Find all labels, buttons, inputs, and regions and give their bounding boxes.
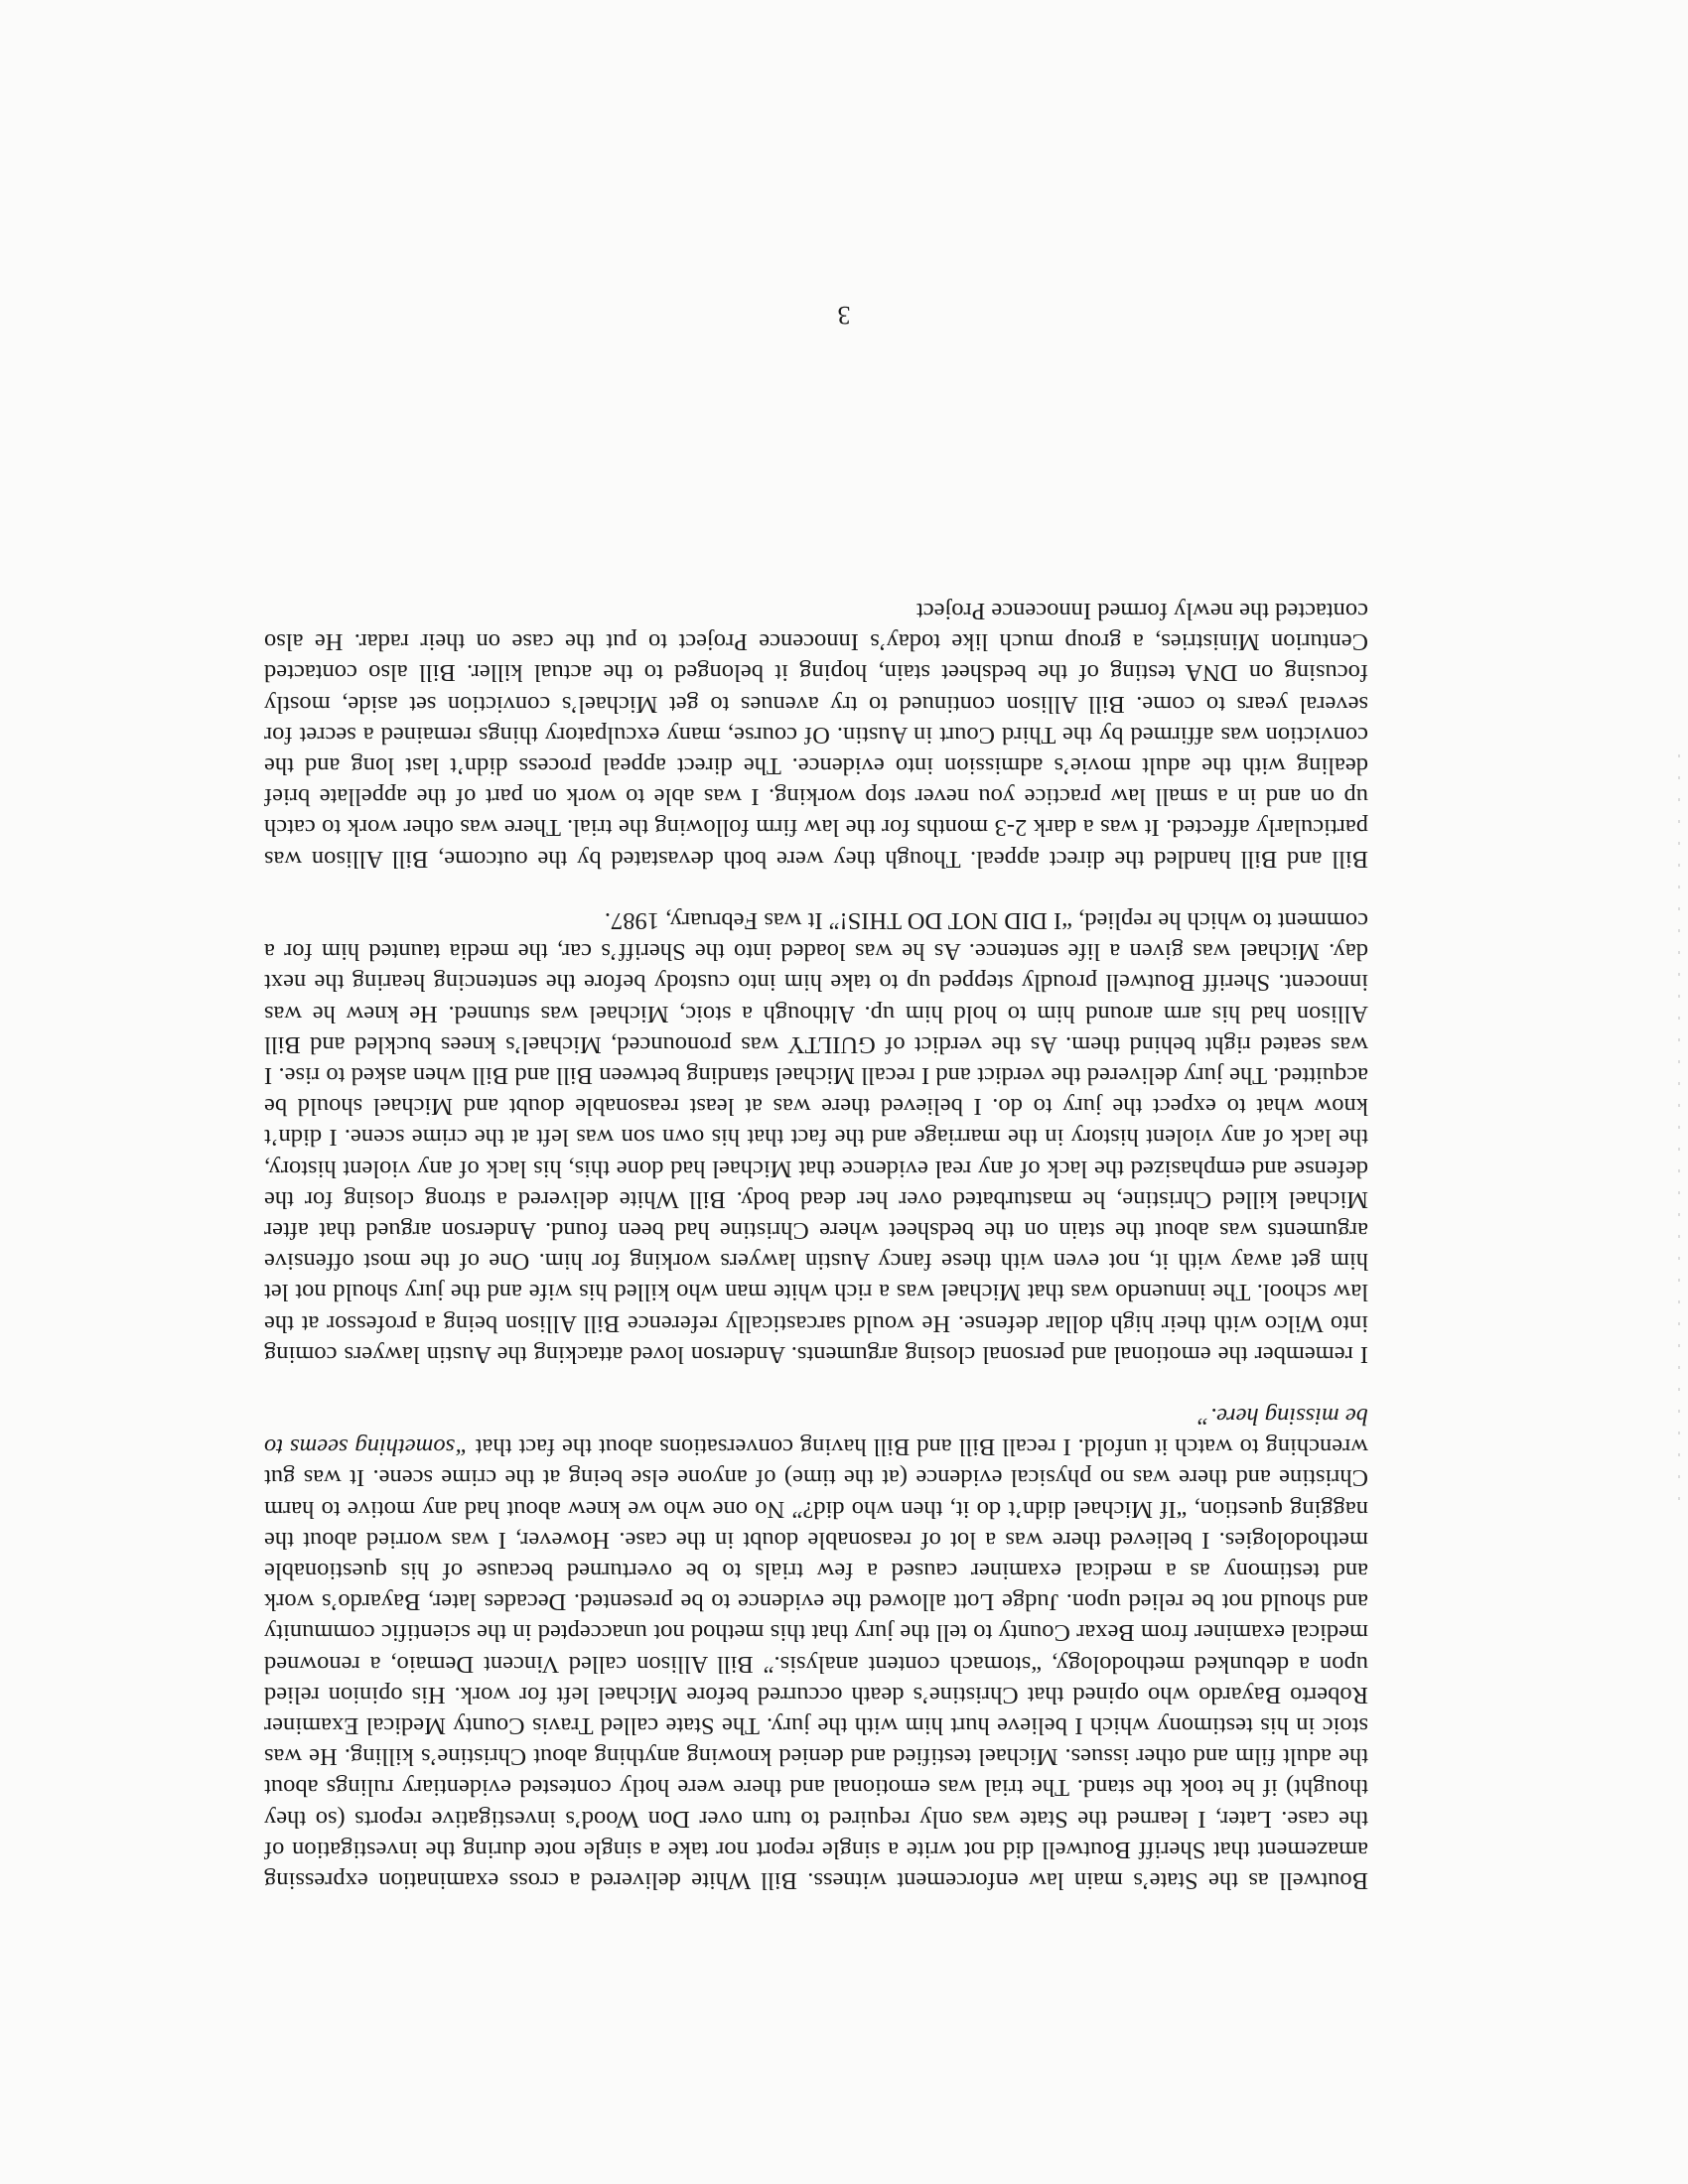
paragraph-1-emphasis: “something seems to be missing here.” xyxy=(264,1402,1368,1461)
page-body xyxy=(264,565,1368,1896)
paragraph-1 xyxy=(264,1401,1368,1896)
scan-edge-mark xyxy=(1678,754,1680,1509)
paragraph-2 xyxy=(264,905,1368,1370)
page-number: 3 xyxy=(837,301,851,330)
paragraph-3-text: Bill and Bill handled the direct appeal. Though they were both devastated by the outcome, Bill Allison was particularly affected. It was a dark 2-3 months for the law firm following the trial. There was other work to catch up on and in a small law practice you never stop working. I was able to work on part of the appellate brief dealing with the adult movie’s admission into evidence. The direct appeal process didn’t last long and the conviction was affirmed by the Third Court in Austin. Of course, many exculpatory things remained a secret for several years to come. Bill Allison continued to try avenues to get Michael’s conviction set aside, mostly focusing on DNA testing of the bedsheet stain, hoping it belonged to the actual killer. Bill also contacted Centurion Ministries, a group much like today’s Innocence Project to put the case on their radar. He also contacted the newly formed Innocence Project xyxy=(264,598,1368,873)
paragraph-2-text: I remember the emotional and personal closing arguments. Anderson loved attacking the Austin lawyers coming into Wilco with their high dollar defense. He would sarcastically reference Bill Allison being a professor at the law school. The innuendo was that Michael was a rich white man who killed his wife and the jury should not let him get away with it, not even with these fancy Austin lawyers working for him. One of the most offensive arguments was about the stain on the bedsheet where Christine had been found. Anderson argued that after Michael killed Christine, he masturbated over her dead body. Bill White delivered a strong closing for the defense and emphasized the lack of any real evidence that Michael had done this, his lack of any violent history, the lack of any violent history in the marriage and the fact that his own son was left at the crime scene. I didn’t know what to expect the jury to do. I believed there was at least reasonable doubt and Michael should be acquitted. The jury delivered the verdict and I recall Michael standing between Bill and Bill when asked to rise. I was seated right behind them. As the verdict of GUILTY was pronounced, Michael’s knees buckled and Bill Allison had his arm around him to hold him up. Although a stoic, Michael was stunned. He knew he was innocent. Sheriff Boutwell proudly stepped up to take him into custody before the sentencing hearing the next day. Michael was given a life sentence. As he was loaded into the Sheriff’s car, the media taunted him for a comment to which he replied, “I DID NOT DO THIS!” It was February, 1987. xyxy=(264,906,1368,1368)
paragraph-1-text: Boutwell as the State’s main law enforcement witness. Bill White delivered a cross examination expressing amazement that Sheriff Boutwell did not write a single report nor take a single note during the investigation of the case. Later, I learned the State was only required to turn over Don Wood’s investigative reports (so they thought) if he took the stand. The trial was emotional and there were hotly contested evidentiary rulings about the adult film and other issues. Michael testified and denied knowing anything about Christine’s killing. He was stoic in his testimony which I believe hurt him with the jury. The State called Travis County Medical Examiner Roberto Bayardo who opined that Christine’s death occurred before Michael left for work. His opinion relied upon a debunked methodology, “stomach content analysis.” Bill Allison called Vincent Demaio, a renowned medical examiner from Bexar County to tell the jury that this method not unaccepted in the scientific community and should not be relied upon. Judge Lott allowed the evidence to be presented. Decades later, Bayardo’s work and testimony as a medical examiner caused a few trials to be overturned because of his questionable methodologies. I believed there was a lot of reasonable doubt in the case. However, I was worried about the nagging question, “If Michael didn’t do it, then who did?” No one who we knew about had any motive to harm Christine and there was no physical evidence (at the time) of anyone else being at the crime scene. It was gut wrenching to watch it unfold. I recall Bill and Bill having conversations about the fact that xyxy=(264,1433,1368,1894)
paragraph-3 xyxy=(264,596,1368,875)
